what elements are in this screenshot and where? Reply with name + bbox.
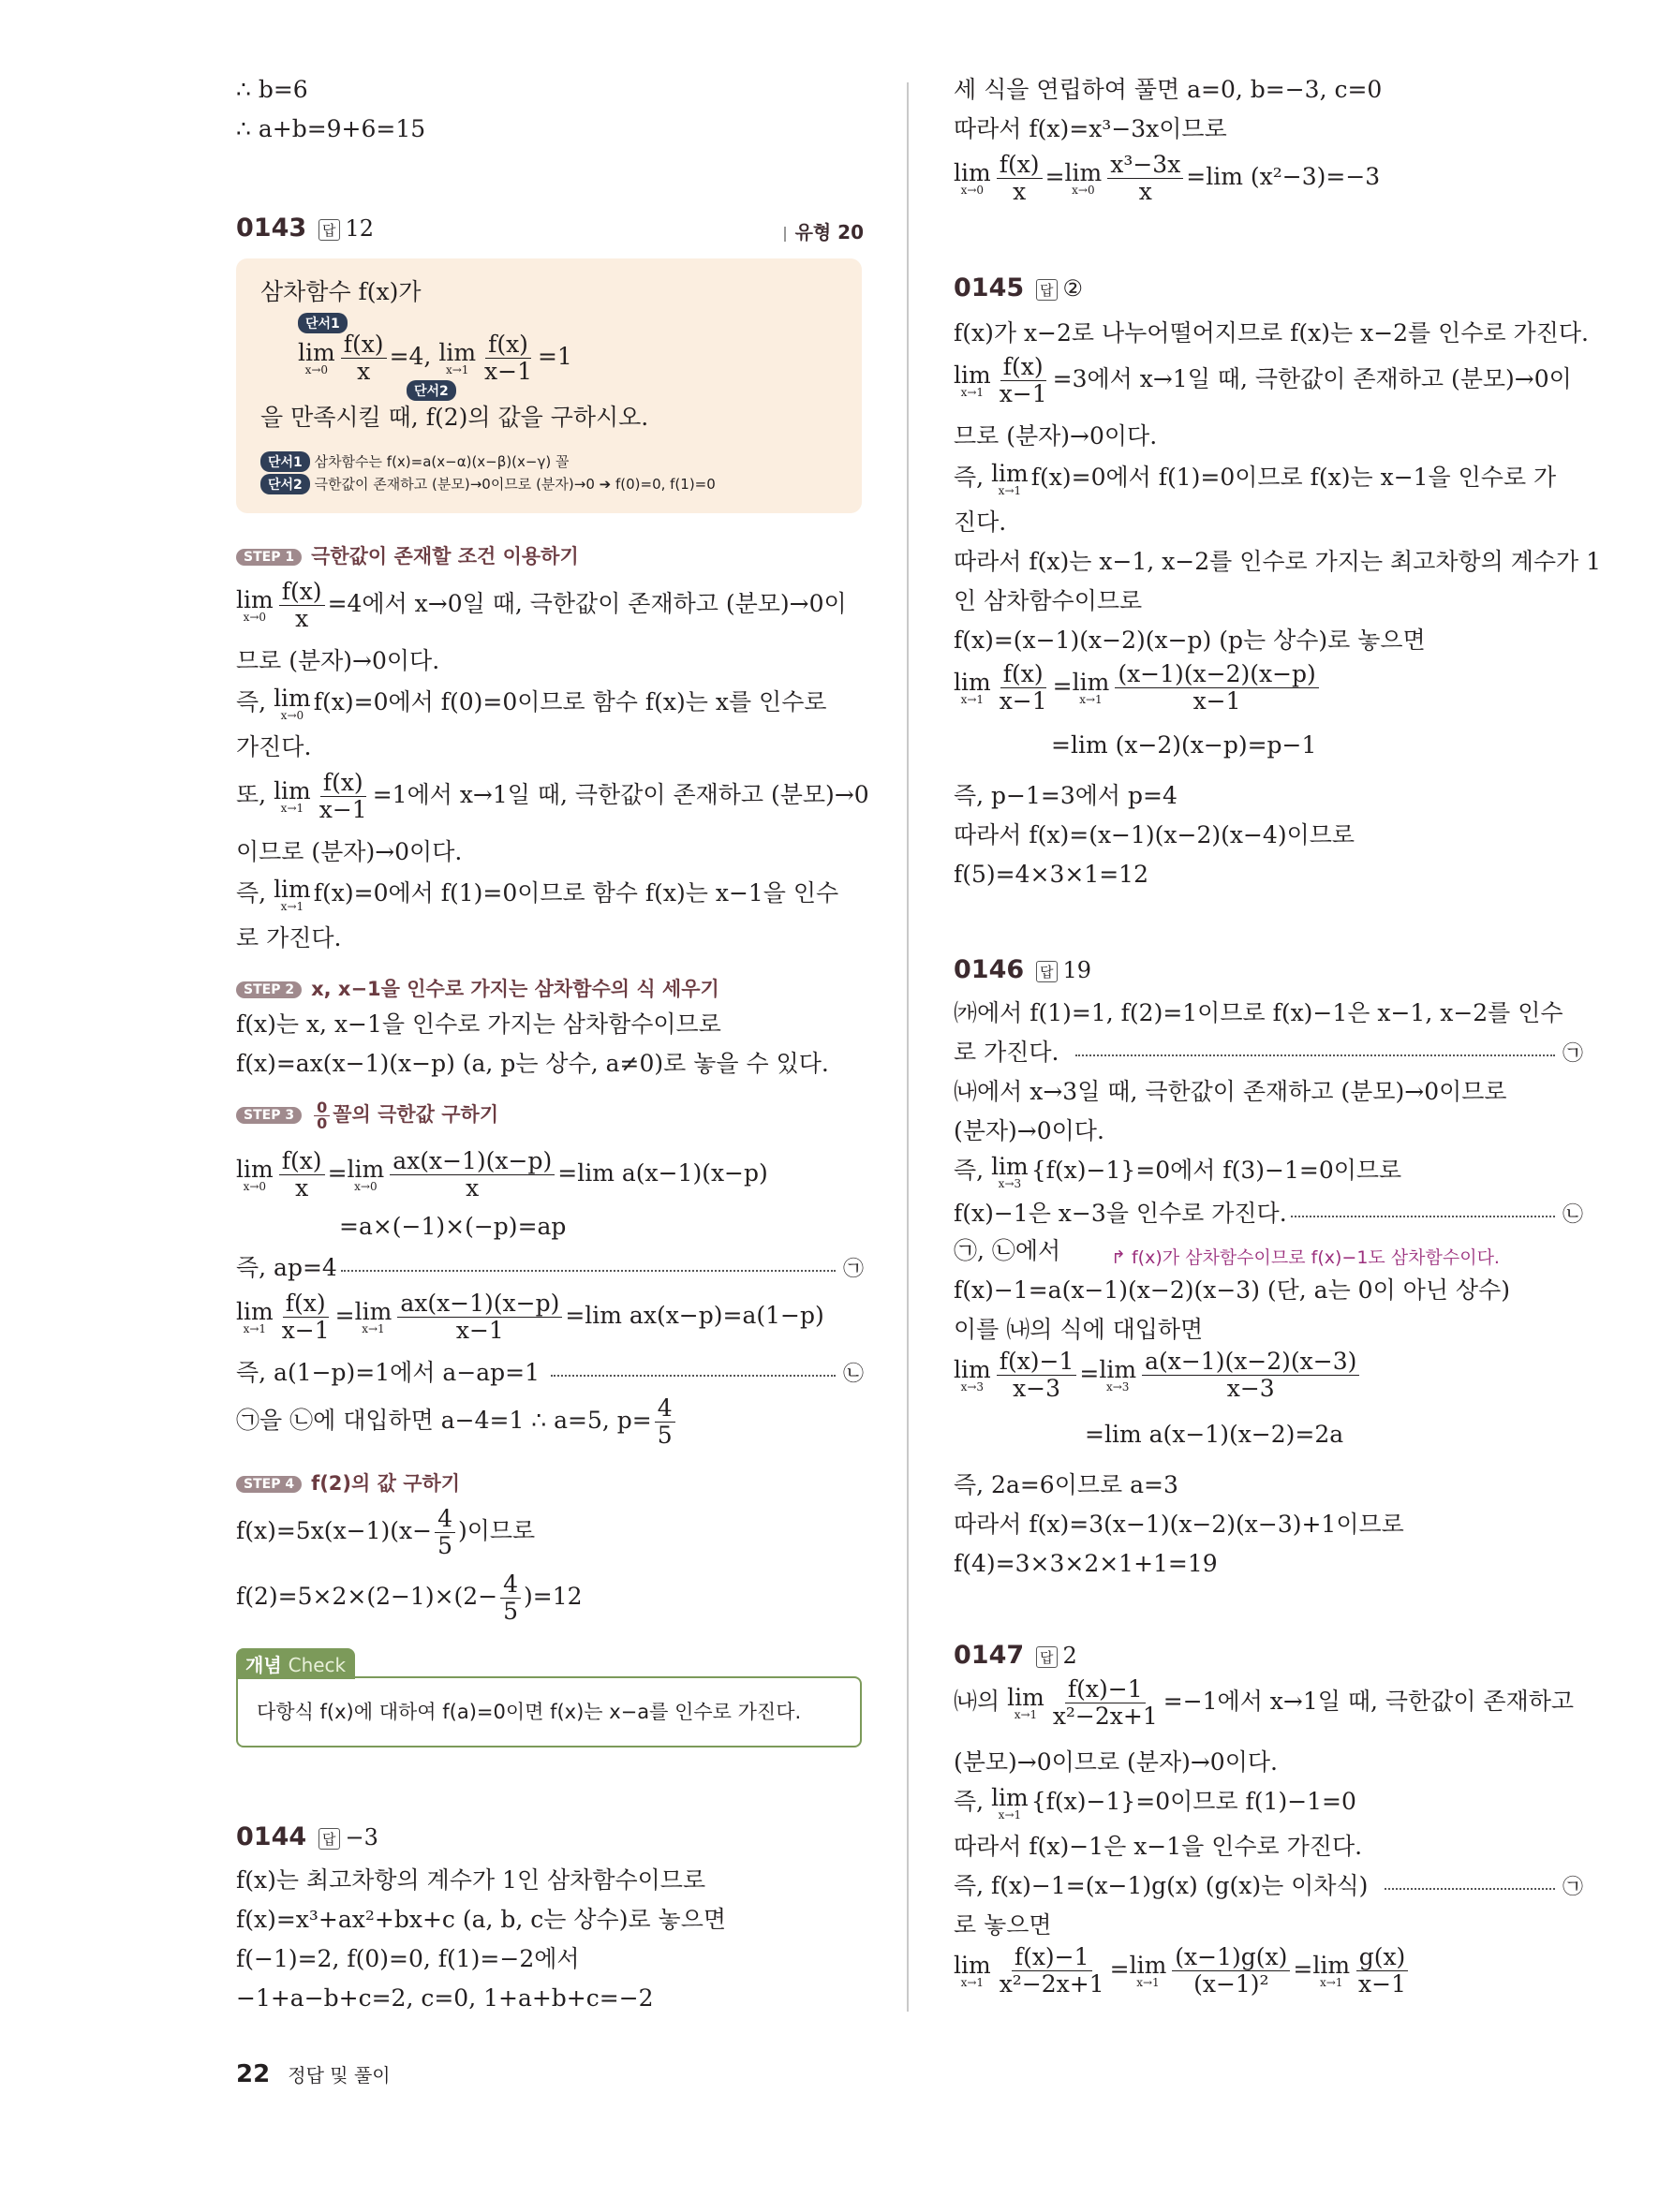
text-line: ㉠, ㉡에서: [954, 1237, 1061, 1264]
text-line: ㈏에서 x→3일 때, 극한값이 존재하고 (분모)→0이므로: [954, 1078, 1507, 1105]
hint-1: 단서1 삼차함수는 f(x)=a(x−α)(x−β)(x−γ) 꼴: [260, 451, 569, 472]
text-line: 로 가진다.: [954, 1039, 1059, 1066]
hint-2: 단서2 극한값이 존재하고 (분모)→0이므로 (분자)→0 ➔ f(0)=0, f(1)=0: [260, 474, 716, 494]
text-line: 로 놓으면: [954, 1911, 1052, 1939]
column-divider: [907, 82, 909, 2012]
step-heading: STEP 1 극한값이 존재할 조건 이용하기: [236, 541, 579, 569]
text-line: 세 식을 연립하여 풀면 a=0, b=−3, c=0: [954, 76, 1383, 103]
text-line: f(x)는 최고차항의 계수가 1인 삼차함수이므로: [236, 1866, 706, 1894]
answer-icon: 답: [1036, 1646, 1058, 1668]
concept-check: [236, 1648, 862, 1753]
text-line: (분모)→0이므로 (분자)→0이다.: [954, 1748, 1278, 1776]
text-line: ∴ b=6: [236, 76, 308, 103]
answer: 답 12: [318, 215, 374, 242]
concept-body: [236, 1676, 862, 1747]
hint-badge: 단서1: [298, 313, 348, 333]
equation-line: ㈏의 lim x→1 $\frac{f(x)-1}{\text{x²−2x+1}}$ =−1에서 x→1일 때, 극한값이 존재하고: [954, 1675, 1575, 1730]
step-heading: STEP 2 x, x−1을 인수로 가지는 삼차함수의 식 세우기: [236, 974, 719, 1002]
problem-number: 0144: [236, 1822, 307, 1851]
text-line: −1+a−b+c=2, c=0, 1+a+b+c=−2: [236, 1984, 654, 2012]
equation-line: lim x→0 $\frac{f(x)}{x}$ = lim x→0 $\frac{\text{x³−3x}}{x}$ =lim (x²−3)=−3: [954, 151, 1381, 205]
text-line: 진다.: [954, 509, 1007, 536]
circle-label: ㉡: [843, 1363, 865, 1386]
answer-icon: 답: [1036, 961, 1058, 982]
text-line: 므로 (분자)→0이다.: [236, 647, 440, 674]
equation-line: ㉠을 ㉡에 대입하면 a−4=1 ∴ a=5, p= $\frac{4}{5}$: [236, 1395, 678, 1449]
equation-line: 즉, lim x→1 {f(x)−1}=0이므로 f(1)−1=0: [954, 1783, 1356, 1821]
circle-label: ㉡: [1563, 1203, 1584, 1227]
circle-label: ㉠: [1563, 1042, 1584, 1066]
text-line: 즉, 2a=6이므로 a=3: [954, 1471, 1178, 1498]
text-line: (분자)→0이다.: [954, 1117, 1104, 1144]
concept-text: 다항식 f(x)에 대하여 f(a)=0이면 f(x)는 x−a를 인수로 가진다.: [257, 1701, 802, 1723]
hint-badge: 단서2: [407, 380, 456, 401]
leader-dots: [1385, 1888, 1555, 1890]
leader-dots: [341, 1270, 836, 1272]
answer: 답 ②: [1036, 275, 1083, 302]
equation-line: f(x)=5x(x−1)(x− $\frac{4}{5}$ )이므로: [236, 1505, 536, 1559]
problem-box: [236, 258, 862, 513]
problem-number: 0143: [236, 214, 307, 243]
text-line: 인 삼차함수이므로: [954, 587, 1143, 614]
equation-line: 즉, lim x→0 f(x)=0에서 f(0)=0이므로 함수 f(x)는 x를 인수로: [236, 684, 827, 722]
answer-icon: 답: [318, 219, 340, 241]
equation-line: 즉, lim x→1 f(x)=0에서 f(1)=0이므로 f(x)는 x−1을 인수로 가: [954, 459, 1557, 497]
text-line: 따라서 f(x)는 x−1, x−2를 인수로 가지는 최고차항의 계수가 1: [954, 548, 1602, 575]
text-line: =lim (x−2)(x−p)=p−1: [1051, 731, 1317, 759]
equation-line: 즉, lim x→3 {f(x)−1}=0에서 f(3)−1=0이므로: [954, 1152, 1402, 1190]
equation-line: f(2)=5×2×(2−1)×(2− $\frac{4}{5}$ )=12: [236, 1571, 583, 1625]
footer-title: 정답 및 풀이: [288, 2064, 391, 2087]
text-line: f(x)=(x−1)(x−2)(x−p) (p는 상수)로 놓으면: [954, 627, 1426, 654]
leader-dots: [551, 1375, 836, 1377]
equation-line: lim x→1 $\frac{f(x)-1}{\text{x²−2x+1}}$ = lim x→1 $\frac{(x-1)g(x)}{\text{(x−1)²}}$ = lim x→1 $\frac{g(x)}{x-1}$: [954, 1944, 1412, 1998]
text-line: 이므로 (분자)→0이다.: [236, 838, 463, 865]
leader-dots: [1075, 1054, 1555, 1056]
leader-dots: [1291, 1216, 1555, 1217]
text-line: f(x)=x³+ax²+bx+c (a, b, c는 상수)로 놓으면: [236, 1906, 726, 1933]
circle-label: ㉠: [1563, 1876, 1584, 1899]
equation-line: lim x→0 $\frac{f(x)}{x}$ =4에서 x→0일 때, 극한값이 존재하고 (분모)→0이: [236, 578, 847, 632]
equation-line: 또, lim x→1 $\frac{f(x)}{x-1}$ =1에서 x→1일 때, 극한값이 존재하고 (분모)→0: [236, 769, 869, 823]
answer: 답 −3: [318, 1824, 378, 1851]
text-line: f(−1)=2, f(0)=0, f(1)=−2에서: [236, 1945, 580, 1972]
annotation-note: ↱ f(x)가 삼차함수이므로 f(x)−1도 삼차함수이다.: [1111, 1247, 1500, 1268]
answer: 답 19: [1036, 957, 1091, 983]
text-line: f(x)가 x−2로 나누어떨어지므로 f(x)는 x−2를 인수로 가진다.: [954, 319, 1589, 347]
problem-text: 삼차함수 f(x)가: [260, 278, 422, 305]
text-line: =a×(−1)×(−p)=ap: [339, 1213, 567, 1240]
equation-line: lim x→3 $\frac{f(x)-1}{x-3}$ = lim x→3 $\frac{a(x-1)(x-2)(x-3)}{x-3}$: [954, 1349, 1362, 1402]
text-line: 즉, p−1=3에서 p=4: [954, 782, 1178, 809]
text-line: f(x)−1=a(x−1)(x−2)(x−3) (단, a는 0이 아닌 상수): [954, 1276, 1510, 1304]
equation-line: 즉, lim x→1 f(x)=0에서 f(1)=0이므로 함수 f(x)는 x−1을 인수: [236, 875, 839, 913]
text-line: 이를 ㈏의 식에 대입하면: [954, 1316, 1204, 1343]
concept-tag: 개념 Check: [236, 1648, 355, 1679]
answer-icon: 답: [1036, 279, 1058, 301]
problem-number: 0145: [954, 273, 1025, 302]
text-line: f(x)는 x, x−1을 인수로 가지는 삼차함수이므로: [236, 1010, 721, 1038]
text-line: 므로 (분자)→0이다.: [954, 422, 1158, 450]
text-line: 따라서 f(x)=3(x−1)(x−2)(x−3)+1이므로: [954, 1511, 1404, 1538]
problem-type: 유형 20: [784, 217, 864, 244]
circle-label: ㉠: [843, 1258, 865, 1281]
text-line: 가진다.: [236, 733, 312, 760]
text-line: ㈎에서 f(1)=1, f(2)=1이므로 f(x)−1은 x−1, x−2를 인수: [954, 999, 1563, 1026]
page-footer: [236, 2060, 391, 2088]
text-line: f(5)=4×3×1=12: [954, 861, 1148, 888]
text-line: 따라서 f(x)=x³−3x이므로: [954, 115, 1227, 142]
text-line: 즉, ap=4: [236, 1254, 337, 1281]
condition-equation: lim x→0 $\frac{f(x)}{x}$ =4, lim x→1 $\frac{f(x)}{x-1}$ =1: [298, 331, 572, 385]
problem-number: 0147: [954, 1641, 1025, 1670]
problem-number: 0146: [954, 955, 1025, 984]
equation-line: lim x→0 $\frac{f(x)}{x}$ = lim x→0 $\frac{ax(x-1)(x-p)}{x}$ =lim a(x−1)(x−p): [236, 1147, 768, 1202]
text-line: 로 가진다.: [236, 924, 342, 951]
text-line: f(4)=3×3×2×1+1=19: [954, 1550, 1218, 1577]
answer-icon: 답: [318, 1828, 340, 1850]
text-line: f(x)=ax(x−1)(x−p) (a, p는 상수, a≠0)로 놓을 수 있다.: [236, 1050, 829, 1077]
answer: 답 2: [1036, 1643, 1077, 1669]
equation-line: lim x→1 $\frac{f(x)}{x-1}$ = lim x→1 $\frac{(x-1)(x-2)(x-p)}{x-1}$: [954, 661, 1322, 715]
text-line: 즉, f(x)−1=(x−1)g(x) (g(x)는 이차식): [954, 1872, 1369, 1899]
text-line: f(x)−1은 x−3을 인수로 가진다.: [954, 1200, 1287, 1227]
text-line: 즉, a(1−p)=1에서 a−ap=1: [236, 1359, 541, 1386]
text-line: 따라서 f(x)=(x−1)(x−2)(x−4)이므로: [954, 821, 1355, 848]
equation-line: lim x→1 $\frac{f(x)}{x-1}$ = lim x→1 $\frac{ax(x-1)(x-p)}{x-1}$ =lim ax(x−p)=a(1−p): [236, 1290, 824, 1344]
problem-text: 을 만족시킬 때, f(2)의 값을 구하시오.: [260, 404, 649, 431]
equation-line: lim x→1 $\frac{f(x)}{x-1}$ =3에서 x→1일 때, 극한값이 존재하고 (분모)→0이: [954, 353, 1572, 407]
step-heading: STEP 3 $\frac{0}{0}$ 꼴의 극한값 구하기: [236, 1099, 498, 1131]
text-line: =lim a(x−1)(x−2)=2a: [1085, 1421, 1344, 1448]
text-line: 따라서 f(x)−1은 x−1을 인수로 가진다.: [954, 1833, 1363, 1860]
page-number: 22: [236, 2060, 271, 2088]
text-line: ∴ a+b=9+6=15: [236, 115, 426, 142]
step-heading: STEP 4 f(2)의 값 구하기: [236, 1468, 460, 1497]
